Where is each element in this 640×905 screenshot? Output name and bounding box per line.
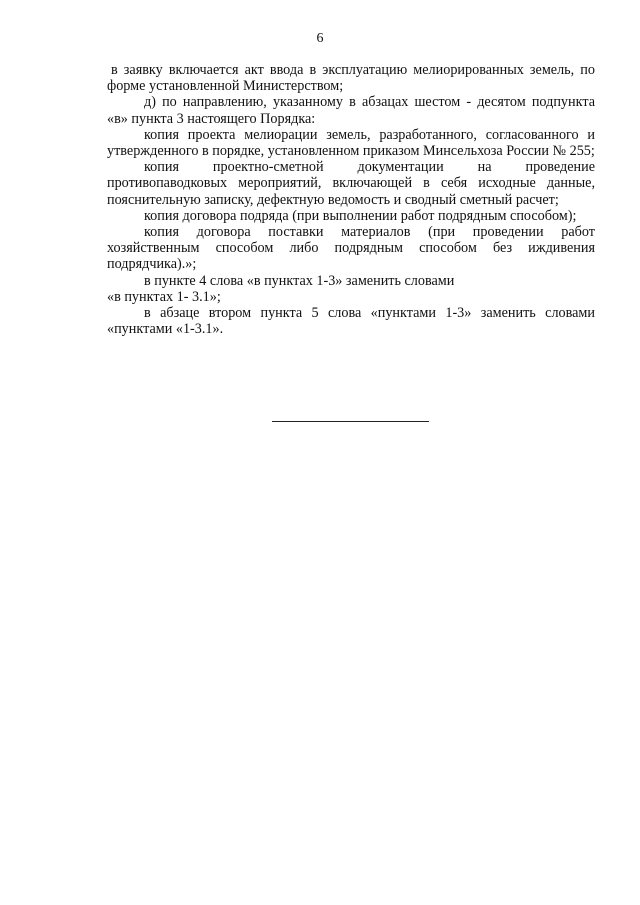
paragraph-item-d: д) по направлению, указанному в абзацах шестом - десятом подпункта «в» пункта 3 настоящего Порядка:: [107, 94, 595, 127]
paragraph-land-reclamation-project: копия проекта мелиорации земель, разработанного, согласованного и утвержденного в порядке, установленном приказом Минсельхоза России № 255;: [107, 126, 595, 160]
document-body: [107, 62, 595, 337]
paragraph-design-estimate-documentation: копия проектно-сметной документации на проведение противопаводковых мероприятий, включающей в себя исходные данные, пояснительную записку, дефектную ведомость и сводный сметный расчет;: [107, 159, 595, 208]
closing-divider-line: [272, 421, 429, 422]
page-number: 6: [316, 31, 324, 46]
paragraph-point-4-amendment: в пункте 4 слова «в пунктах 1-3» заменить словами «в пунктах 1- 3.1»;: [107, 272, 455, 305]
paragraph-point-5-amendment: в абзаце втором пункта 5 слова «пунктами 1-3» заменить словами «пунктами «1-3.1».: [107, 305, 595, 338]
paragraph-act-of-commissioning: в заявку включается акт ввода в эксплуатацию мелиорированных земель, по форме установленной Министерством;: [107, 62, 595, 95]
paragraph-supply-agreement: копия договора поставки материалов (при проведении работ хозяйственным способом либо подрядным способом без иждивения подрядчика).»;: [107, 224, 595, 273]
paragraph-contract-agreement: копия договора подряда (при выполнении работ подрядным способом);: [144, 207, 577, 224]
